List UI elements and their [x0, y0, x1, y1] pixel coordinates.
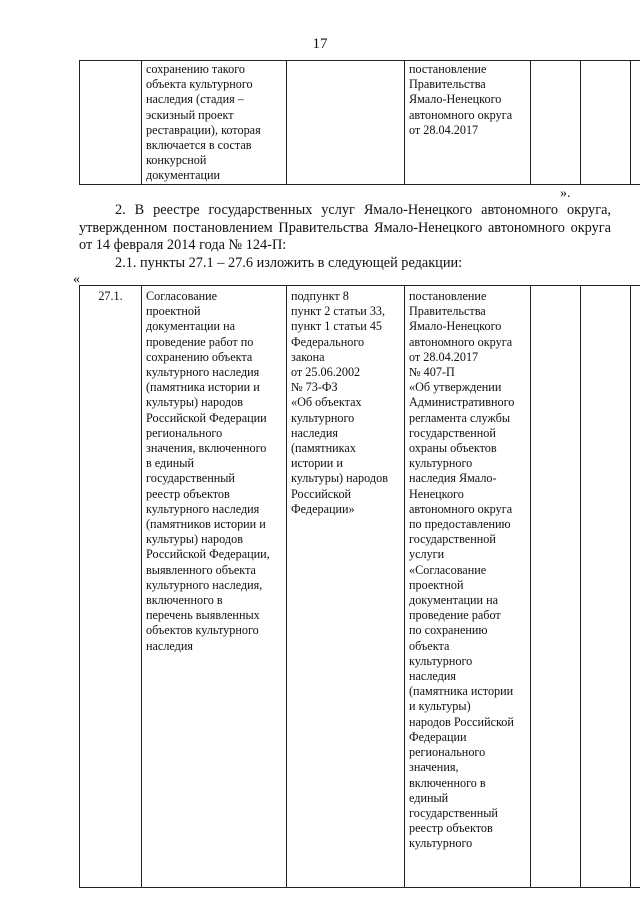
continued-table — [79, 60, 640, 185]
empty-cell — [631, 286, 640, 888]
empty-cell — [531, 61, 581, 185]
empty-cell — [531, 286, 581, 888]
page-number: 17 — [312, 36, 328, 52]
table-row — [80, 61, 640, 185]
service-name-cell: сохранению такого объекта культурного наследия (стадия – эскизный проект реставрации), которая включается в состав конкурсной документации — [142, 61, 287, 185]
empty-cell — [631, 61, 640, 185]
services-table — [79, 285, 640, 888]
empty-cell — [581, 61, 631, 185]
service-name-cell: Согласование проектной документации на проведение работ по сохранению объекта культурного наследия (памятника истории и культуры) народов Российской Федерации регионального значения, включенного в единый государственный реестр объектов культурного наследия (памятников истории и культуры) народов Российской Федерации, выявленного объекта культурного наследия, включенного в перечень выявленных объектов культурного наследия — [142, 286, 287, 888]
empty-cell — [581, 286, 631, 888]
number-cell — [80, 61, 142, 185]
table-row — [80, 286, 640, 888]
paragraph-registry: 2. В реестре государственных услуг Ямало-Ненецкого автономного округа, утвержденном постановлением Правительства Ямало-Ненецкого автономного округа от 14 февраля 2014 года № 124-П: — [79, 202, 611, 253]
legal-basis-cell — [287, 61, 405, 185]
regulation-cell: постановление Правительства Ямало-Ненецкого автономного округа от 28.04.2017 — [405, 61, 531, 185]
regulation-cell: постановление Правительства Ямало-Ненецкого автономного округа от 28.04.2017 № 407-П «Об утверждении Административного регламента службы государственной охраны объектов культурного наследия Ямало- Ненецкого автономного округа по предоставлению государственной услуги «Согласование проектной документации на проведение работ по сохранению объекта культурного наследия (памятника истории и культуры) народов Российской Федерации регионального значения, включенного в единый государственный реестр объектов культурного — [405, 286, 531, 888]
paragraph-items: 2.1. пункты 27.1 – 27.6 изложить в следующей редакции: — [115, 255, 463, 271]
legal-basis-cell: подпункт 8 пункт 2 статьи 33, пункт 1 статьи 45 Федерального закона от 25.06.2002 № 73-ФЗ «Об объектах культурного наследия (памятниках истории и культуры) народов Российской Федерации» — [287, 286, 405, 888]
opening-quote: « — [73, 272, 80, 287]
item-number-cell: 27.1. — [80, 286, 142, 888]
closing-quote: ». — [560, 186, 571, 201]
